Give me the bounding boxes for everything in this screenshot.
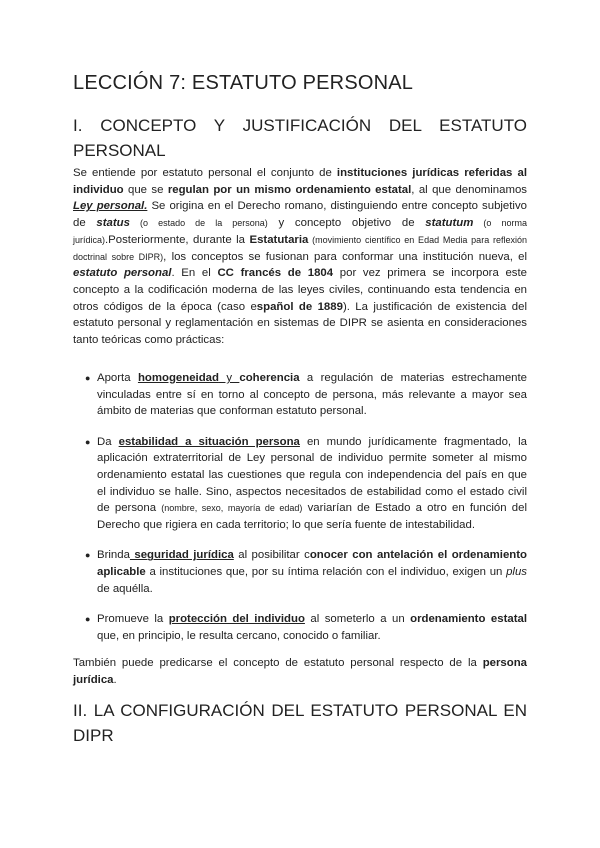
list-text: al someterlo a un [304, 613, 411, 626]
closing-paragraph [73, 655, 527, 688]
bullet-icon: ● [85, 436, 91, 447]
list-text: Brinda [97, 549, 130, 562]
intro-bold: Estatutaria [249, 233, 309, 246]
list-bold: protección del individuo [168, 613, 305, 626]
list-text: al posibilitar c [233, 549, 310, 562]
page-title: LECCIÓN 7: ESTATUTO PERSONAL [73, 72, 414, 94]
list-item [73, 434, 527, 534]
intro-text: y concepto objetivo de [267, 217, 426, 230]
intro-note: (movimiento científico en Edad Media para reflexión doctrinal sobre DIPR) [73, 234, 528, 262]
justification-list [73, 370, 527, 658]
bullet-icon: ● [85, 373, 91, 383]
section-heading-1: I. CONCEPTO Y JUSTIFICACIÓN DEL ESTATUTO PERSONAL [73, 116, 527, 160]
list-text: a regulación de materias estrechamente vinculadas entre sí en torno al concepto de persona, más relevante a mayor sea ámbito de materias que conforman estatuto personal. [97, 372, 527, 418]
intro-note: (o norma jurídica) [73, 218, 527, 245]
intro-bold: spañol de 1889 [256, 300, 343, 313]
intro-text: Se origina en el Derecho romano, distinguiendo entre concepto subjetivo de [73, 200, 527, 230]
intro-bold: instituciones jurídicas referidas al individuo [73, 167, 527, 196]
list-text: en mundo jurídicamente fragmentado, la aplicación extraterritorial de Ley personal de individuo permite someter al mismo ordenamiento estatal las cuestiones que regula con independencia del país en que el individuo se halle. Sino, aspectos necesitados de estabilidad como el estado civil de persona [97, 435, 527, 515]
list-text: de aquélla. [97, 582, 153, 595]
closing-text: . [113, 673, 117, 686]
list-item [73, 547, 527, 597]
list-text: que, en principio, le resulta cercano, conocido o familiar. [97, 629, 381, 642]
intro-text: que se [123, 183, 168, 196]
list-text: a instituciones que, por su íntima relación con el individuo, exigen un [145, 565, 507, 578]
list-item [73, 370, 527, 420]
list-bold: homogeneidad [137, 372, 219, 384]
section-heading-2: II. LA CONFIGURACIÓN DEL ESTATUTO PERSONAL EN DIPR [73, 701, 527, 745]
list-bold: ordenamiento estatal [410, 613, 527, 626]
intro-text: , los conceptos se fusionan para conformar una institución nueva, el [163, 250, 527, 263]
intro-term-ley-personal: Ley personal. [73, 200, 148, 213]
list-text: Da [97, 435, 119, 448]
intro-text: por vez primera se incorpora este concepto a la codificación moderna de las leyes civiles, continuando esta tendencia en otros códigos de la época (caso e [73, 267, 527, 313]
list-text: Promueve la [97, 613, 169, 626]
list-italic: plus [506, 565, 527, 578]
intro-text: .Posteriormente, durante la [105, 233, 250, 246]
list-bold: estabilidad a situación persona [118, 435, 300, 448]
closing-text: También puede predicarse el concepto de estatuto personal respecto de la [73, 657, 483, 669]
intro-term-status: status [96, 217, 130, 230]
intro-text: Se entiende por estatuto personal el conjunto de [73, 167, 337, 179]
list-bold: coherencia [239, 372, 300, 384]
intro-note: (o estado de la persona) [129, 218, 268, 229]
list-text: Aporta [97, 372, 138, 384]
intro-text: ). La justificación de existencia del estatuto personal y reglamentación en sistemas de DIPR se asienta en consideraciones tanto teóricas como prácticas: [73, 300, 527, 347]
list-item [73, 611, 527, 644]
list-note: (nombre, sexo, mayoría de edad) [161, 503, 303, 514]
intro-paragraph [73, 165, 527, 349]
intro-term-estatuto: estatuto personal [73, 267, 172, 280]
intro-bold: regulan por un mismo ordenamiento estatal [167, 183, 412, 196]
bullet-icon: ● [85, 614, 91, 625]
list-bold: seguridad jurídica [129, 549, 234, 562]
intro-bold: CC francés de 1804 [217, 267, 334, 280]
list-text: variarían de Estado a otro en función del Derecho que rigiera en cada territorio; lo que sería fuente de intestabilidad. [97, 502, 527, 531]
intro-text: , al que denominamos [411, 183, 527, 196]
list-text: y [218, 372, 240, 384]
bullet-icon: ● [85, 550, 91, 561]
list-bold: onocer con antelación el ordenamiento aplicable [97, 549, 528, 578]
intro-term-statutum: statutum [425, 217, 474, 230]
intro-text: . En el [171, 267, 218, 280]
closing-bold: persona jurídica [73, 657, 527, 686]
